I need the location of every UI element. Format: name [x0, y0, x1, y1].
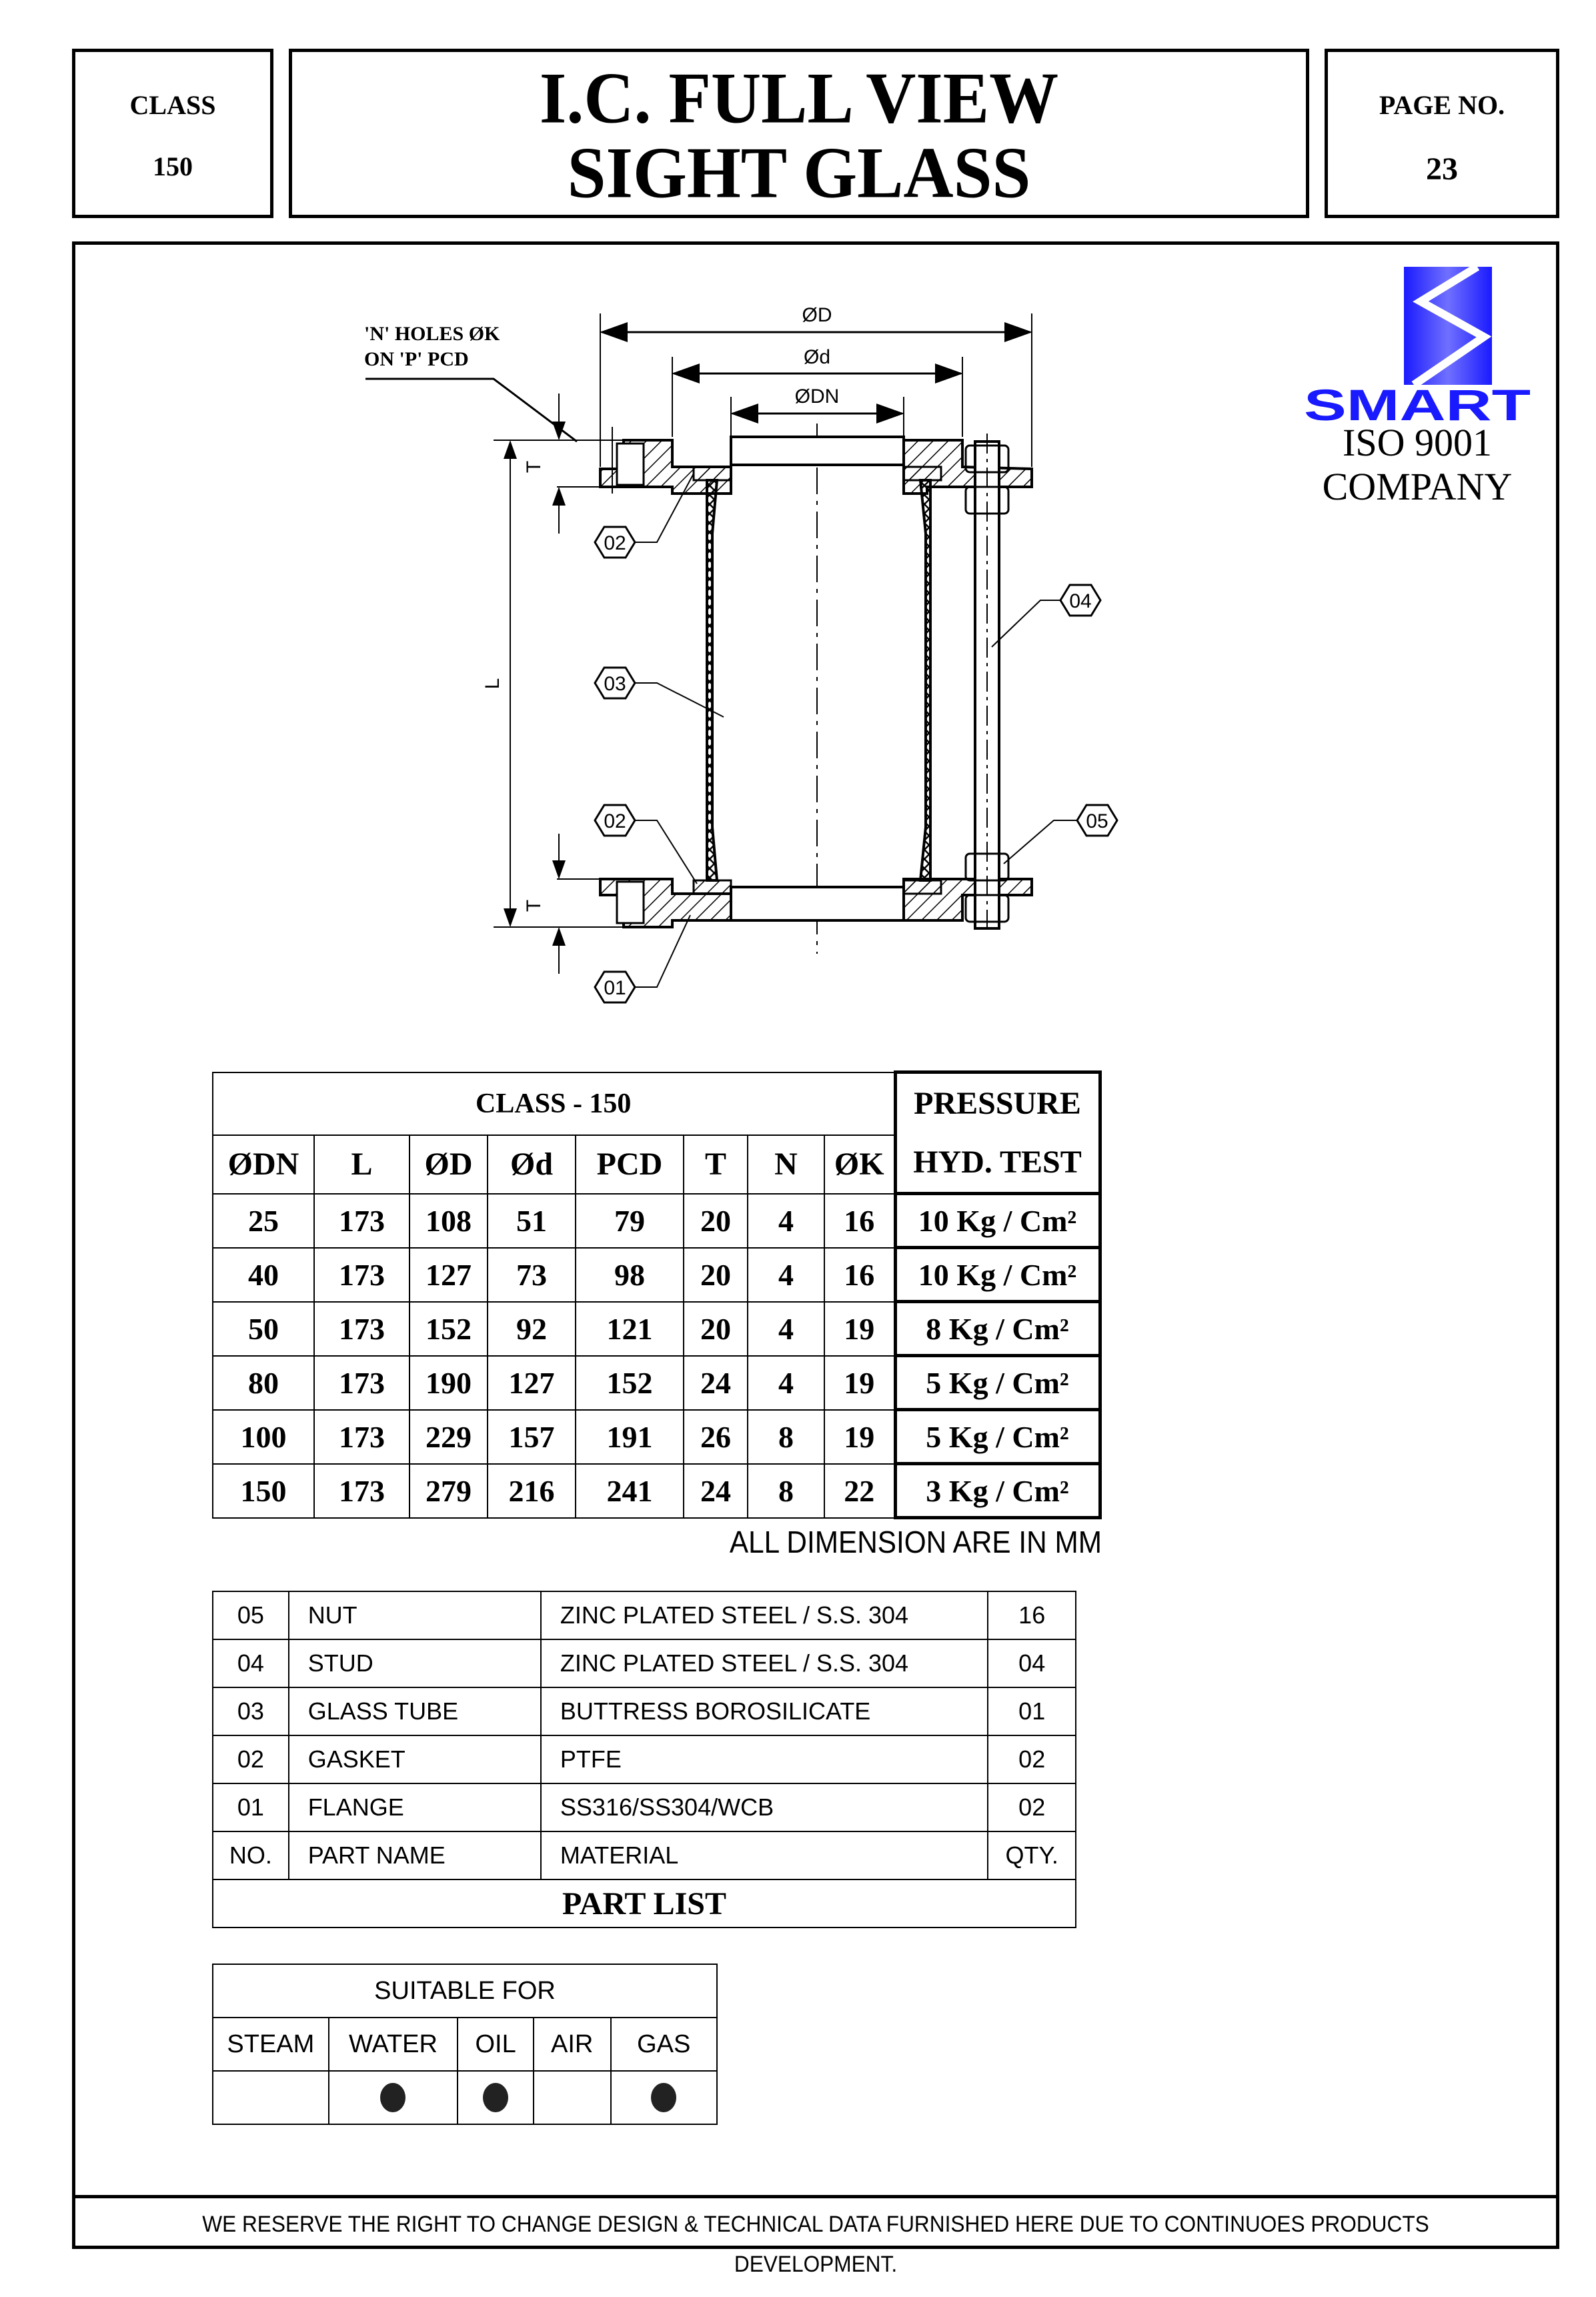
- dimension-cell: 22: [824, 1464, 895, 1518]
- pressure-heading-line-1: PRESSURE: [914, 1085, 1081, 1121]
- column-header: L: [314, 1135, 410, 1194]
- glass-tube-right: [920, 480, 930, 880]
- dimension-cell: 173: [314, 1356, 410, 1410]
- suitable-dot-icon: [483, 2083, 508, 2112]
- part-list-header-row: [213, 1831, 1076, 1879]
- dimension-cell: 108: [410, 1194, 488, 1248]
- balloon-02-top: [595, 527, 635, 558]
- dimension-table: [212, 1070, 1102, 1519]
- dimension-cell: 20: [684, 1302, 748, 1356]
- part-material: SS316/SS304/WCB: [541, 1783, 988, 1831]
- part-name: STUD: [289, 1639, 541, 1687]
- bolt-hole-top: [617, 444, 644, 485]
- dimension-cell: 73: [488, 1248, 576, 1302]
- medium-suitability-cell: [213, 2071, 329, 2124]
- column-header: ØDN: [213, 1135, 314, 1194]
- dimension-cell: 229: [410, 1410, 488, 1464]
- dimension-cell: 25: [213, 1194, 314, 1248]
- dimension-row: [213, 1194, 1100, 1248]
- medium-suitability-cell: [329, 2071, 458, 2124]
- dimension-cell: 16: [824, 1194, 895, 1248]
- title-box: [289, 49, 1309, 218]
- dimension-cell: 51: [488, 1194, 576, 1248]
- medium-label: GAS: [611, 2018, 717, 2071]
- part-name: NUT: [289, 1591, 541, 1639]
- balloon-03: [595, 668, 635, 698]
- svg-text:01: 01: [604, 977, 626, 999]
- dim-label-L: L: [482, 678, 504, 690]
- dim-label-T-top: T: [523, 460, 545, 474]
- glass-tube-left: [707, 480, 717, 880]
- class-box: [72, 49, 273, 218]
- medium-label: AIR: [534, 2018, 611, 2071]
- logo-s-mark-icon: [1404, 267, 1492, 385]
- dimension-cell: 4: [748, 1194, 824, 1248]
- iso-cert-line-2: COMPANY: [1322, 465, 1513, 508]
- logo-brand-text: SMART: [1304, 380, 1531, 430]
- medium-suitability-cell: [458, 2071, 534, 2124]
- dimension-cell: 190: [410, 1356, 488, 1410]
- balloon-04: [1060, 585, 1100, 616]
- svg-text:05: 05: [1086, 810, 1108, 832]
- dimension-cell: 216: [488, 1464, 576, 1518]
- part-number: 05: [213, 1591, 289, 1639]
- part-number: 02: [213, 1735, 289, 1783]
- dimension-cell: 98: [576, 1248, 684, 1302]
- dimension-cell: 26: [684, 1410, 748, 1464]
- part-list-table: [212, 1591, 1076, 1928]
- medium-suitability-cell: [534, 2071, 611, 2124]
- dimension-cell: 241: [576, 1464, 684, 1518]
- dimension-cell: 20: [684, 1248, 748, 1302]
- part-row: [213, 1735, 1076, 1783]
- balloon-01: [595, 972, 635, 1002]
- header-qty: QTY.: [988, 1831, 1076, 1879]
- dimension-cell: 20: [684, 1194, 748, 1248]
- dimension-cell: 8: [748, 1410, 824, 1464]
- part-name: FLANGE: [289, 1783, 541, 1831]
- class-heading: CLASS - 150: [213, 1072, 895, 1135]
- dimension-cell: 19: [824, 1302, 895, 1356]
- part-number: 04: [213, 1639, 289, 1687]
- dimension-cell: 40: [213, 1248, 314, 1302]
- part-qty: 01: [988, 1687, 1076, 1735]
- pressure-heading: [895, 1072, 1100, 1194]
- dimension-cell: 150: [213, 1464, 314, 1518]
- part-row: [213, 1591, 1076, 1639]
- page-title-line-2: SIGHT GLASS: [567, 133, 1031, 213]
- sight-glass-drawing: [333, 280, 1167, 1020]
- page-number: 23: [1426, 151, 1458, 187]
- dimension-cell: 4: [748, 1302, 824, 1356]
- header-material: MATERIAL: [541, 1831, 988, 1879]
- pressure-cell: 10 Kg / Cm²: [895, 1248, 1100, 1302]
- part-list-title: PART LIST: [213, 1879, 1076, 1928]
- medium-label: STEAM: [213, 2018, 329, 2071]
- column-header: ØK: [824, 1135, 895, 1194]
- part-qty: 04: [988, 1639, 1076, 1687]
- dimension-cell: 16: [824, 1248, 895, 1302]
- dimension-cell: 279: [410, 1464, 488, 1518]
- dimension-cell: 80: [213, 1356, 314, 1410]
- svg-text:02: 02: [604, 810, 626, 832]
- svg-text:03: 03: [604, 673, 626, 695]
- medium-suitability-cell: [611, 2071, 717, 2124]
- dimension-cell: 19: [824, 1410, 895, 1464]
- class-label: CLASS: [129, 90, 216, 120]
- suitable-for-table: [212, 1964, 718, 2125]
- dimension-cell: 19: [824, 1356, 895, 1410]
- part-row: [213, 1783, 1076, 1831]
- part-number: 01: [213, 1783, 289, 1831]
- pressure-cell: 3 Kg / Cm²: [895, 1464, 1100, 1518]
- dimension-cell: 173: [314, 1248, 410, 1302]
- hole-note-line-2: ON 'P' PCD: [364, 348, 469, 370]
- part-number: 03: [213, 1687, 289, 1735]
- dimension-row: [213, 1410, 1100, 1464]
- column-header: N: [748, 1135, 824, 1194]
- balloon-02-bottom: [595, 805, 635, 836]
- dimension-cell: 127: [488, 1356, 576, 1410]
- dimension-cell: 191: [576, 1410, 684, 1464]
- class-value: 150: [153, 151, 193, 181]
- dimension-cell: 121: [576, 1302, 684, 1356]
- column-header: Ød: [488, 1135, 576, 1194]
- part-name: GLASS TUBE: [289, 1687, 541, 1735]
- part-row: [213, 1687, 1076, 1735]
- hole-note-line-1: 'N' HOLES ØK: [364, 323, 500, 345]
- dimension-cell: 4: [748, 1356, 824, 1410]
- part-material: PTFE: [541, 1735, 988, 1783]
- column-header: ØD: [410, 1135, 488, 1194]
- part-qty: 16: [988, 1591, 1076, 1639]
- part-material: ZINC PLATED STEEL / S.S. 304: [541, 1591, 988, 1639]
- dimension-cell: 24: [684, 1356, 748, 1410]
- dimension-cell: 173: [314, 1302, 410, 1356]
- part-material: ZINC PLATED STEEL / S.S. 304: [541, 1639, 988, 1687]
- part-qty: 02: [988, 1783, 1076, 1831]
- dimension-cell: 100: [213, 1410, 314, 1464]
- medium-label: WATER: [329, 2018, 458, 2071]
- footer-disclaimer: WE RESERVE THE RIGHT TO CHANGE DESIGN & TECHNICAL DATA FURNISHED HERE DUE TO CONTINUOES PRODUCTS DEVELOPMENT.: [202, 2212, 1429, 2277]
- bolt-hole-bottom: [617, 882, 644, 923]
- column-header: T: [684, 1135, 748, 1194]
- dim-label-DN: ØDN: [794, 386, 840, 408]
- footer-divider: [72, 2195, 1559, 2198]
- dimension-cell: 92: [488, 1302, 576, 1356]
- column-header: PCD: [576, 1135, 684, 1194]
- part-row: [213, 1639, 1076, 1687]
- part-material: BUTTRESS BOROSILICATE: [541, 1687, 988, 1735]
- dimension-cell: 79: [576, 1194, 684, 1248]
- page-title-line-1: I.C. FULL VIEW: [539, 58, 1059, 139]
- dimension-cell: 127: [410, 1248, 488, 1302]
- dim-label-d: Ød: [803, 346, 831, 368]
- page-label: PAGE NO.: [1379, 90, 1505, 120]
- dimension-cell: 173: [314, 1410, 410, 1464]
- dimension-cell: 4: [748, 1248, 824, 1302]
- dimension-cell: 152: [410, 1302, 488, 1356]
- dim-label-D: ØD: [802, 304, 832, 326]
- dimension-cell: 173: [314, 1464, 410, 1518]
- medium-label: OIL: [458, 2018, 534, 2071]
- iso-cert-line-1: ISO 9001: [1343, 421, 1492, 464]
- dimension-row: [213, 1302, 1100, 1356]
- dimension-cell: 173: [314, 1194, 410, 1248]
- balloon-05: [1077, 805, 1117, 836]
- suitable-dot-icon: [380, 2083, 406, 2112]
- dimension-row: [213, 1464, 1100, 1518]
- dimension-cell: 157: [488, 1410, 576, 1464]
- dimension-cell: 24: [684, 1464, 748, 1518]
- dimension-cell: 8: [748, 1464, 824, 1518]
- suitable-for-title: SUITABLE FOR: [213, 1964, 717, 2018]
- dim-label-T-bottom: T: [523, 899, 545, 912]
- pressure-cell: 8 Kg / Cm²: [895, 1302, 1100, 1356]
- header-no: NO.: [213, 1831, 289, 1879]
- dimension-row: [213, 1248, 1100, 1302]
- svg-text:04: 04: [1069, 590, 1092, 612]
- dimension-row: [213, 1356, 1100, 1410]
- part-name: GASKET: [289, 1735, 541, 1783]
- pressure-cell: 5 Kg / Cm²: [895, 1356, 1100, 1410]
- svg-text:02: 02: [604, 532, 626, 554]
- pressure-cell: 5 Kg / Cm²: [895, 1410, 1100, 1464]
- page-number-box: [1325, 49, 1559, 218]
- header-part-name: PART NAME: [289, 1831, 541, 1879]
- suitable-dot-icon: [651, 2083, 676, 2112]
- units-note: ALL DIMENSION ARE IN MM: [729, 1525, 1102, 1559]
- pressure-heading-line-2: HYD. TEST: [913, 1144, 1082, 1180]
- dimension-cell: 50: [213, 1302, 314, 1356]
- part-qty: 02: [988, 1735, 1076, 1783]
- pressure-cell: 10 Kg / Cm²: [895, 1194, 1100, 1248]
- dimension-cell: 152: [576, 1356, 684, 1410]
